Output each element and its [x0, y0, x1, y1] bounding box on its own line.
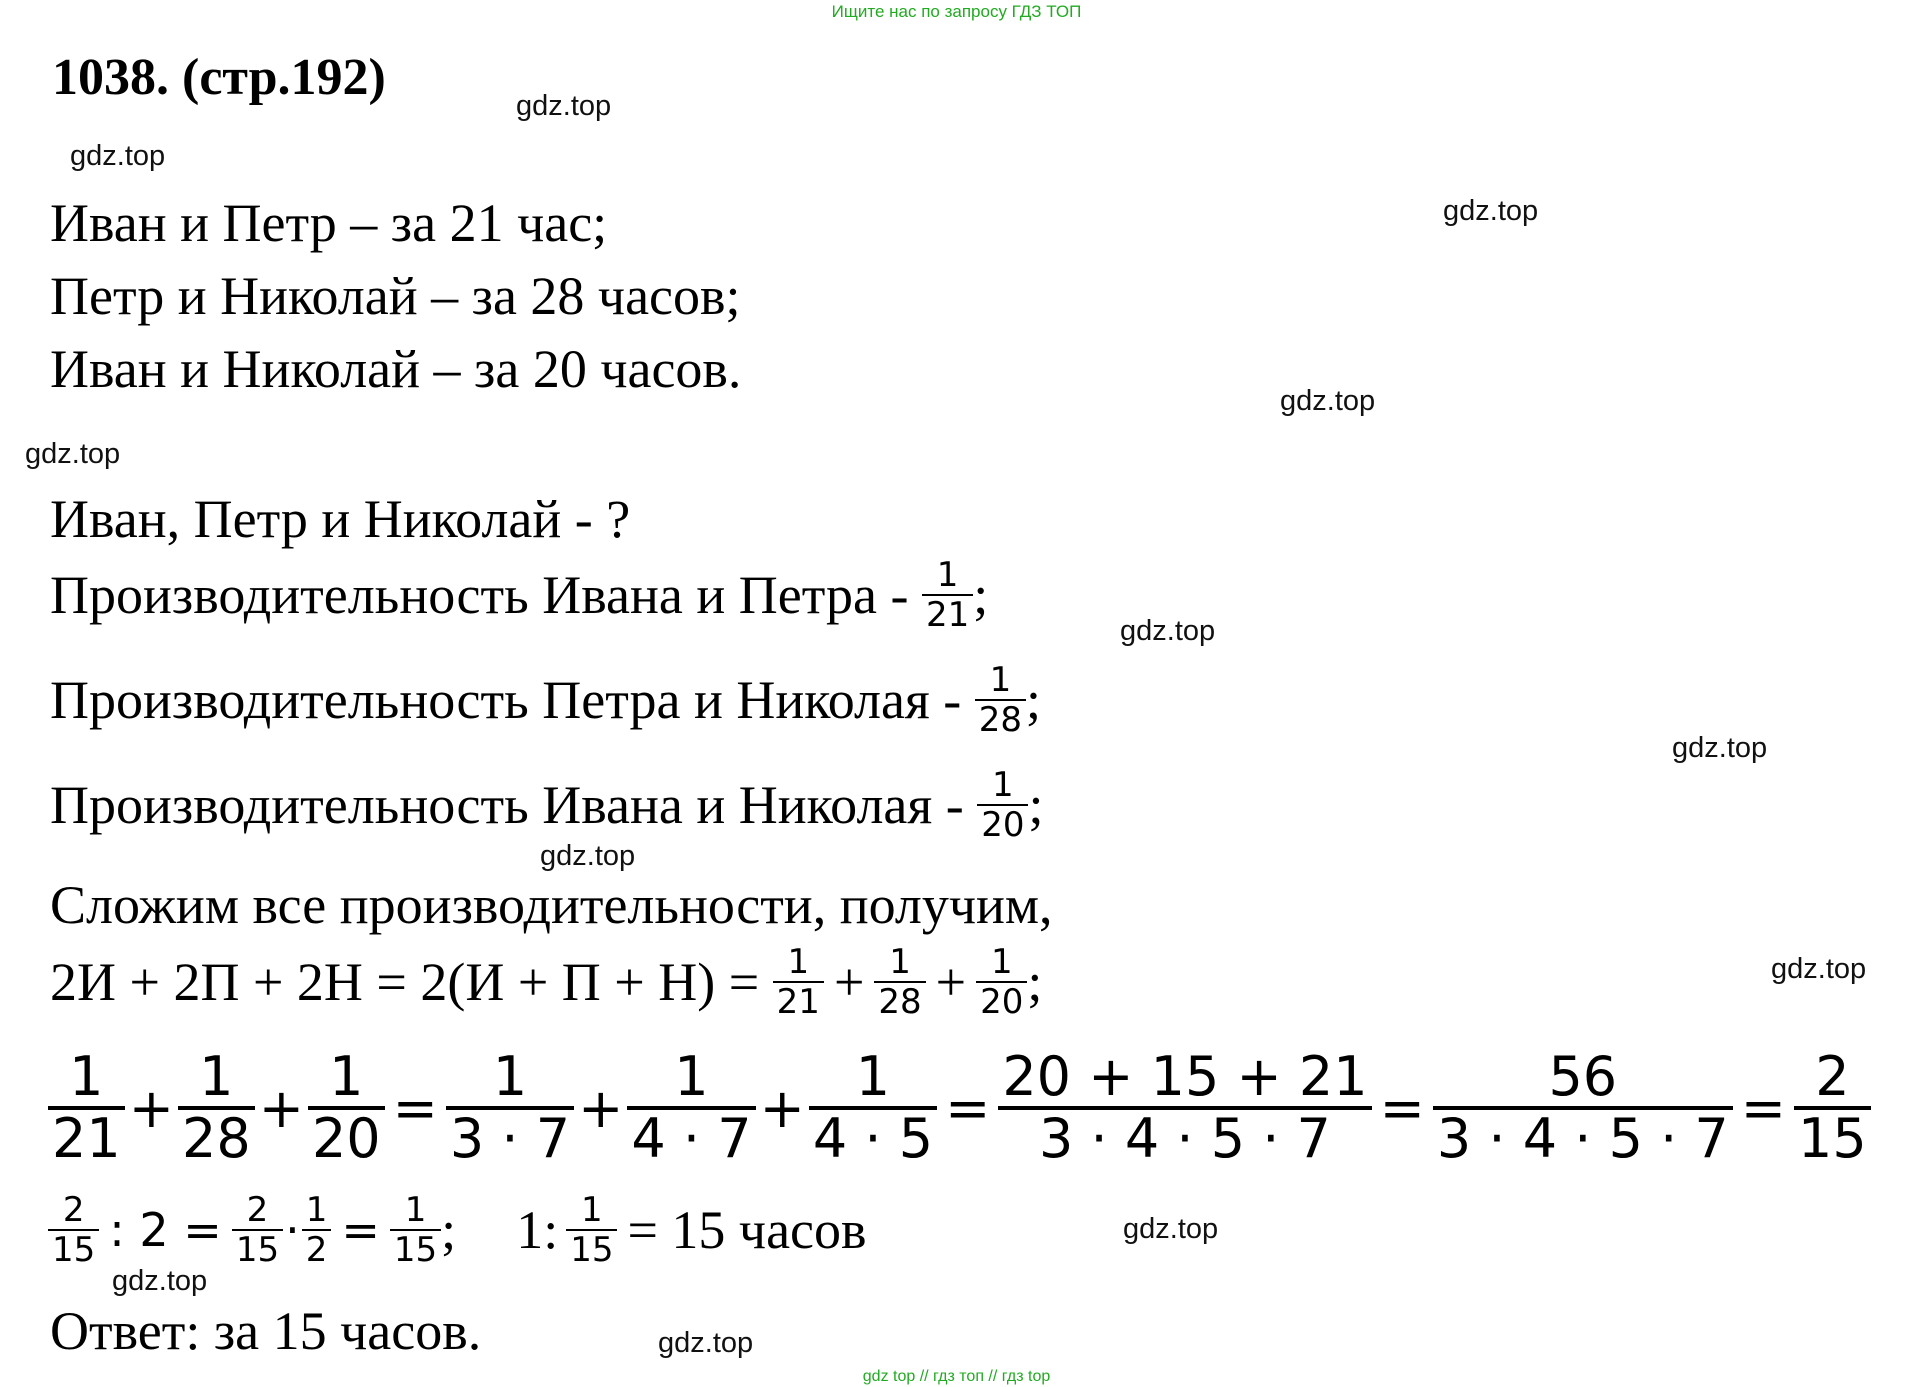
given-line-3: Иван и Николай – за 20 часов. — [50, 339, 742, 399]
denominator: 20 — [308, 1106, 385, 1166]
denominator: 21 — [48, 1106, 125, 1166]
numerator: 1 — [990, 942, 1013, 982]
equals-sign: = — [392, 1076, 438, 1140]
denominator: 28 — [178, 1106, 255, 1166]
equals-sign: = — [1379, 1076, 1425, 1140]
given-line-2: Петр и Николай – за 28 часов; — [50, 266, 741, 326]
denominator: 21 — [773, 981, 824, 1019]
fraction — [874, 942, 925, 1022]
denominator: 21 — [922, 594, 973, 632]
numerator: 1 — [404, 1190, 427, 1230]
watermark: gdz.top — [25, 438, 121, 470]
productivity-line-2 — [50, 660, 1042, 740]
plus-sign: + — [759, 1076, 805, 1140]
numerator: 1 — [992, 765, 1014, 805]
computation-line — [48, 1045, 1871, 1170]
top-banner: Ищите нас по запросу ГДЗ ТОП — [831, 2, 1082, 21]
productivity-label: Производительность Ивана и Николая - — [50, 775, 978, 835]
denominator: 4 · 7 — [627, 1106, 755, 1166]
fraction — [1794, 1045, 1871, 1170]
denominator: 3 · 4 · 5 · 7 — [1433, 1106, 1733, 1166]
plus-sign: + — [578, 1076, 624, 1140]
numerator: 2 — [62, 1190, 85, 1230]
one-divided: 1: — [516, 1200, 559, 1260]
numerator: 56 — [1548, 1045, 1618, 1108]
numerator: 1 — [674, 1045, 709, 1108]
equals-sign: = — [1740, 1076, 1787, 1140]
plus-sign: + — [935, 952, 967, 1012]
denominator: 4 · 5 — [809, 1106, 937, 1166]
watermark: gdz.top — [540, 840, 636, 872]
watermark: gdz.top — [1280, 385, 1376, 417]
productivity-label: Производительность Ивана и Петра - — [50, 565, 922, 625]
denominator: 3 · 7 — [446, 1106, 574, 1166]
equation-lhs: 2И + 2П + 2Н = 2(И + П + Н) = — [50, 952, 773, 1012]
answer-line: Ответ: за 15 часов. — [50, 1301, 482, 1361]
numerator: 2 — [246, 1190, 269, 1230]
semicolon: ; — [1027, 952, 1043, 1012]
dot-operator: · — [285, 1203, 300, 1257]
productivity-line-3 — [50, 765, 1044, 845]
semicolon: ; — [1026, 670, 1042, 730]
numerator: 1 — [787, 942, 810, 982]
denominator: 20 — [976, 981, 1027, 1019]
watermark: gdz.top — [1443, 195, 1539, 227]
plus-sign: + — [128, 1076, 174, 1140]
semicolon: ; — [441, 1200, 457, 1260]
denominator: 20 — [977, 804, 1028, 842]
productivity-line-1 — [50, 555, 989, 635]
denominator: 2 — [302, 1229, 332, 1267]
numerator: 1 — [305, 1190, 328, 1230]
fraction — [446, 1045, 574, 1170]
fraction — [308, 1045, 385, 1170]
watermark: gdz.top — [70, 140, 166, 172]
equation-line — [50, 942, 1043, 1022]
watermark: gdz.top — [1771, 953, 1867, 985]
numerator: 1 — [329, 1045, 364, 1108]
numerator: 1 — [989, 660, 1012, 700]
fraction — [302, 1190, 332, 1270]
denominator: 28 — [975, 699, 1026, 737]
plus-sign: + — [258, 1076, 304, 1140]
watermark: gdz.top — [1672, 732, 1768, 764]
denominator: 28 — [874, 981, 925, 1019]
numerator: 1 — [855, 1045, 891, 1108]
numerator: 20 + 15 + 21 — [1002, 1045, 1368, 1108]
fraction — [232, 1190, 283, 1270]
sum-text: Сложим все производительности, получим, — [50, 875, 1053, 935]
equals-sign: = — [341, 1203, 380, 1257]
denominator: 15 — [232, 1229, 283, 1267]
given-line-1: Иван и Петр – за 21 час; — [50, 193, 608, 253]
denominator: 3 · 4 · 5 · 7 — [998, 1106, 1371, 1166]
fraction — [566, 1190, 617, 1270]
fraction — [390, 1190, 441, 1270]
fraction — [975, 660, 1026, 740]
denominator: 15 — [566, 1229, 617, 1267]
question-line: Иван, Петр и Николай - ? — [50, 489, 631, 549]
result-text: = 15 часов — [627, 1200, 867, 1260]
semicolon: ; — [1028, 775, 1044, 835]
fraction — [977, 765, 1028, 845]
numerator: 1 — [69, 1045, 104, 1108]
numerator: 1 — [936, 555, 959, 595]
fraction — [627, 1045, 755, 1170]
bottom-banner: gdz top // гдз топ // гдз top — [862, 1368, 1051, 1385]
numerator: 1 — [889, 942, 911, 982]
fraction — [922, 555, 973, 635]
semicolon: ; — [973, 565, 989, 625]
equals-sign: = — [945, 1076, 991, 1140]
watermark: gdz.top — [516, 90, 612, 122]
divide-expression: : 2 = — [109, 1203, 222, 1257]
watermark: gdz.top — [658, 1327, 754, 1359]
fraction — [809, 1045, 937, 1170]
fraction — [976, 942, 1027, 1022]
fraction — [178, 1045, 255, 1170]
fraction — [48, 1190, 99, 1270]
watermark: gdz.top — [112, 1265, 208, 1297]
denominator: 15 — [390, 1229, 441, 1267]
fraction — [1433, 1045, 1733, 1170]
fraction — [773, 942, 824, 1022]
plus-sign: + — [833, 952, 865, 1012]
numerator: 2 — [1815, 1045, 1850, 1108]
productivity-label: Производительность Петра и Николая - — [50, 670, 975, 730]
numerator: 1 — [492, 1045, 528, 1108]
numerator: 1 — [581, 1190, 603, 1230]
watermark: gdz.top — [1123, 1213, 1219, 1245]
watermark: gdz.top — [1120, 615, 1216, 647]
fraction — [48, 1045, 125, 1170]
denominator: 15 — [1794, 1106, 1871, 1166]
numerator: 1 — [199, 1045, 234, 1108]
page-title: 1038. (стр.192) — [52, 49, 386, 106]
denominator: 15 — [48, 1229, 99, 1267]
fraction — [998, 1045, 1371, 1170]
halving-line — [48, 1190, 867, 1270]
